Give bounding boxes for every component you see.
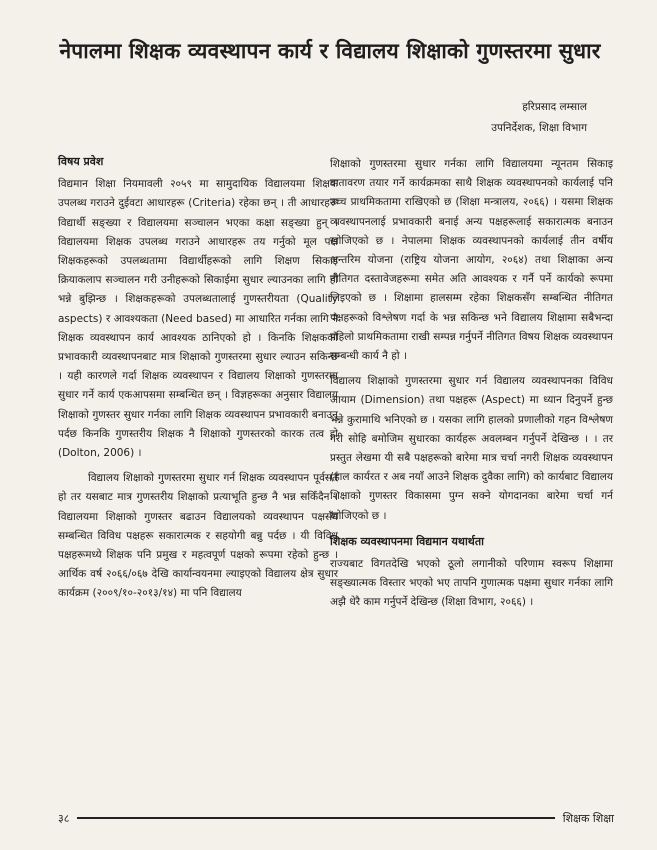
paragraph: शिक्षाको गुणस्तरमा सुधार गर्नका लागि विद्यालयमा न्यूनतम सिकाइ वातावरण तयार गर्ने कार्यक्रमका साथै शिक्षक व्यवस्थापनको कार्यलाई पनि उच्च प्राथमिकतामा राखिएको छ (शिक्षा मन्त्रालय, २०६६) । यसमा शिक्षक व्यवस्थापनलाई प्रभावकारी बनाई अन्य पक्षहरूलाई सकारात्मक बनाउन खोजिएको छ । नेपालमा शिक्षक व्यवस्थापनको कार्यलाई तीन वर्षीय अन्तरिम योजना (राष्ट्रिय योजना आयोग, २०६४) तथा शिक्षाका अन्य नीतिगत दस्तावेजहरूमा समेत अति आवश्यक र गर्नै पर्ने कार्यको रूपमा लिइएको छ । शिक्षामा हालसम्म रहेका शिक्षकसँग सम्बन्धित नीतिगत पक्षहरूको विश्लेषण गर्दा के भन्न सकिन्छ भने विद्यालय शिक्षामा सबैभन्दा पहिलो प्राथमिकतामा राखी सम्पन्न गर्नुपर्ने नीतिगत विषय शिक्षक व्यवस्थापन सम्बन्धी कार्य नै हो । xyxy=(330,158,613,363)
paragraph: विद्यमान शिक्षा नियमावली २०५९ मा सामुदायिक विद्यालयमा शिक्षक उपलब्ध गराउने दुईवटा आधारहरू (Criteria) रहेका छन् । ती आधारहरू विद्यार्थी सङ्ख्या र विद्यालयमा सञ्चालन भएका कक्षा सङ्ख्या हुन् । विद्यालयमा शिक्षक उपलब्ध गराउने आधारहरू तय गर्नुको मूल पक्ष शिक्षकहरूको उपलब्धतामा विद्यार्थीहरूको लागि शिक्षण सिकाइ क्रियाकलाप सञ्चालन गरी उनीहरूको सिकाईमा सुधार ल्याउनका लागि हो भन्ने बुझिन्छ । शिक्षकहरूको उपलब्धतालाई गुणस्तरीयता (Quality aspects) र आवश्यकता (Need based) मा आधारित गर्नका लागि नै शिक्षक व्यवस्थापन कार्य आवश्यक ठानिएको हो । किनकि शिक्षकको प्रभावकारी व्यवस्थापनबाट मात्र शिक्षाको गुणस्तरमा सुधार ल्याउन सकिन्छ । यही कारणले गर्दा शिक्षक व्यवस्थापन र विद्यालय शिक्षाको गुणस्तरमा सुधार गर्ने कार्य एकआपसमा सम्बन्धित छन् । विज्ञहरूका अनुसार विद्यालय शिक्षाको गुणस्तर सुधार गर्नका लागि शिक्षक व्यवस्थापन प्रभावकारी बनाउनु पर्दछ किनकि गुणस्तरीय शिक्षक नै शिक्षाको गुणस्तरको कारक तत्व हो (Dolton, 2006) । xyxy=(58,178,338,460)
paragraph: विद्यालय शिक्षाको गुणस्तरमा सुधार गर्न विद्यालय व्यवस्थापनका विविध आयाम (Dimension) तथा पक्षहरू (Aspect) मा ध्यान दिनुपर्ने हुन्छ भन्ने कुरामाथि भनिएको छ । यसका लागि हालको प्रणालीको गहन विश्लेषण गरी सोहि बमोजिम सुधारका कार्यहरू अवलम्बन गर्नुपर्ने देखिन्छ । । तर प्रस्तुत लेखमा यी सबै पक्षहरूको बारेमा मात्र चर्चा नगरी शिक्षक व्यवस्थापन (हाल कार्यरत र अब नयाँ आउने शिक्षक दुवैका लागि) को कार्यबाट विद्यालय शिक्षाको गुणस्तर विकासमा पुग्न सक्ने योगदानका बारेमा चर्चा गर्न खोजिएको छ । xyxy=(330,375,613,522)
section-heading-intro: विषय प्रवेश xyxy=(58,155,104,168)
author-block xyxy=(491,97,587,139)
journal-name: शिक्षक शिक्षा xyxy=(562,811,614,825)
page-footer xyxy=(58,808,614,828)
page-number: ३८ xyxy=(58,811,70,825)
right-column xyxy=(330,155,613,619)
paragraph: राज्यबाट विगतदेखि भएको ठूलो लगानीको परिणाम स्वरूप शिक्षामा सङ्ख्यात्मक विस्तार भएको भए तापनि गुणात्मक पक्षमा सुधार गर्नका लागि अझै धेरै काम गर्नुपर्ने देखिन्छ (शिक्षा विभाग, २०६६) । xyxy=(330,558,613,609)
author-designation: उपनिर्देशक, शिक्षा विभाग xyxy=(491,122,587,134)
article-title: नेपालमा शिक्षक व्यवस्थापन कार्य र विद्यालय शिक्षाको गुणस्तरमा सुधार xyxy=(59,39,601,63)
section-heading-reality: शिक्षक व्यवस्थापनमा विद्यमान यथार्थता xyxy=(330,534,484,548)
footer-rule xyxy=(77,817,554,819)
author-name: हरिप्रसाद लम्साल xyxy=(522,101,587,113)
paragraph: विद्यालय शिक्षाको गुणस्तरमा सुधार गर्न शिक्षक व्यवस्थापन पूर्वसर्त हो तर यसबाट मात्र गुणस्तरीय शिक्षाको प्रत्याभूति हुन्छ नै भन्न सकिँदैन । विद्यालयमा शिक्षाको गुणस्तर बढाउन विद्यालयको व्यवस्थापन पक्षसँग सम्बन्धित विविध पक्षहरू सकारात्मक र सहयोगी बन्नु पर्दछ । यी विविध पक्षहरूमध्ये शिक्षक पनि प्रमुख र महत्वपूर्ण पक्षको रूपमा रहेको हुन्छ । आर्थिक वर्ष २०६६/०६७ देखि कार्यान्वयनमा ल्याइएको विद्यालय क्षेत्र सुधार कार्यक्रम (२००९/१०-२०१३/१४) मा पनि विद्यालय xyxy=(58,472,338,600)
left-column xyxy=(58,152,338,610)
